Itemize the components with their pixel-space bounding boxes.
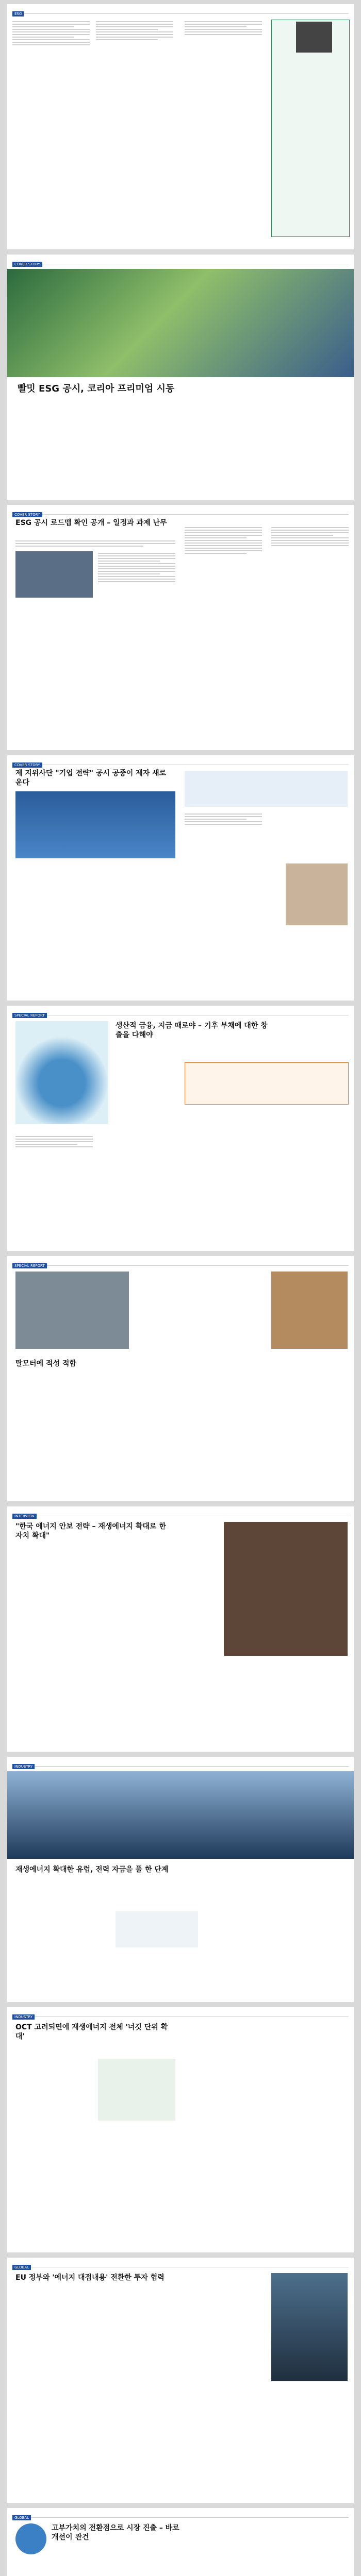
cover-title: 빨밋 ESG 공시, 코리아 프리미엄 시동 (18, 383, 175, 394)
section-tag: GLOBAL (12, 2265, 31, 2270)
running-header (12, 1760, 349, 1767)
article-title: 고부가치의 전환점으로 시장 진출 – 바로 개선이 관건 (52, 2524, 179, 2541)
portrait-woman (286, 863, 348, 925)
text-column-3 (271, 526, 349, 548)
article-title: ESG 공시 로드맵 확인 공개 – 일정과 과제 난무 (15, 519, 167, 527)
section-tag: SPECIAL REPORT (12, 1013, 47, 1018)
text-column-2 (185, 526, 262, 555)
section-tag: COVER STORY (12, 762, 42, 768)
section-tag: SPECIAL REPORT (12, 1263, 47, 1268)
photo-conference (15, 551, 93, 598)
article-title: "한국 에너지 안보 전략 – 재생에너지 확대로 한 자치 확대" (15, 1522, 166, 1540)
table-chart (185, 771, 348, 807)
photo-device (296, 22, 332, 53)
running-header (12, 1259, 349, 1266)
bar-chart (98, 2059, 175, 2121)
article-title: OCT 고려되면에 재생에너지 전체 '너깃 단위 확대' (15, 2023, 168, 2041)
article-title: 생산적 금융, 지금 때로야 – 기후 부채에 대한 창출을 다해야 (116, 1022, 268, 1039)
running-header (12, 508, 349, 515)
globe-icon (15, 2523, 46, 2554)
section-tag: INDUSTRY (12, 2014, 35, 2020)
spread-3 (7, 505, 354, 750)
section-tag: GLOBAL (12, 2515, 31, 2520)
running-header (12, 1009, 349, 1018)
spread-9 (7, 2007, 354, 2252)
photo-presenter (15, 1272, 129, 1349)
lead-text (15, 539, 175, 548)
photo-seminar (15, 791, 175, 858)
section-tag: INDUSTRY (12, 1764, 35, 1769)
photo-grid (271, 1272, 348, 1349)
running-header (12, 2010, 349, 2017)
photo-wind-farm (271, 2273, 348, 2381)
text-column-1 (185, 812, 262, 826)
article-title: 재생에너지 확대한 유럽, 전력 자금을 풀 한 단계 (15, 1866, 169, 1874)
illustration-earth (15, 1021, 108, 1124)
running-header (12, 2511, 349, 2518)
spread-2 (7, 255, 354, 500)
spread-10 (7, 2258, 354, 2503)
section-tag: INTERVIEW (12, 1514, 37, 1519)
running-header (12, 258, 349, 264)
info-box (185, 1062, 349, 1105)
photo-solar-panels (7, 1771, 354, 1859)
running-header (12, 1510, 349, 1516)
article-title: 제 지위사단 "기업 전략" 공시 공중이 제자 새로운다 (15, 769, 167, 787)
section-tag: ESG (12, 11, 24, 16)
spread-11 (7, 2508, 354, 2576)
running-header (12, 7, 349, 14)
chart-area (116, 1911, 198, 1947)
spread-6 (7, 1256, 354, 1501)
text-column-1 (12, 20, 90, 47)
spread-5 (7, 1006, 354, 1251)
article-title: EU 정부와 '에너지 대접내용' 전환한 투자 협력 (15, 2274, 165, 2282)
running-header (12, 2261, 349, 2267)
hero-photo-globe (7, 269, 354, 377)
text-column-3 (185, 20, 262, 37)
text-column-1 (98, 551, 175, 584)
spread-7 (7, 1506, 354, 1752)
spread-1 (7, 4, 354, 249)
section-tag: COVER STORY (12, 262, 42, 267)
text-column-1 (15, 1134, 93, 1149)
text-column-2 (96, 20, 173, 42)
spread-8 (7, 1757, 354, 2002)
portrait-man (224, 1522, 348, 1656)
running-header (12, 758, 349, 765)
section-tag: COVER STORY (12, 512, 42, 517)
article-title: 탈모터에 적성 적합 (15, 1360, 76, 1368)
spread-4 (7, 755, 354, 1001)
